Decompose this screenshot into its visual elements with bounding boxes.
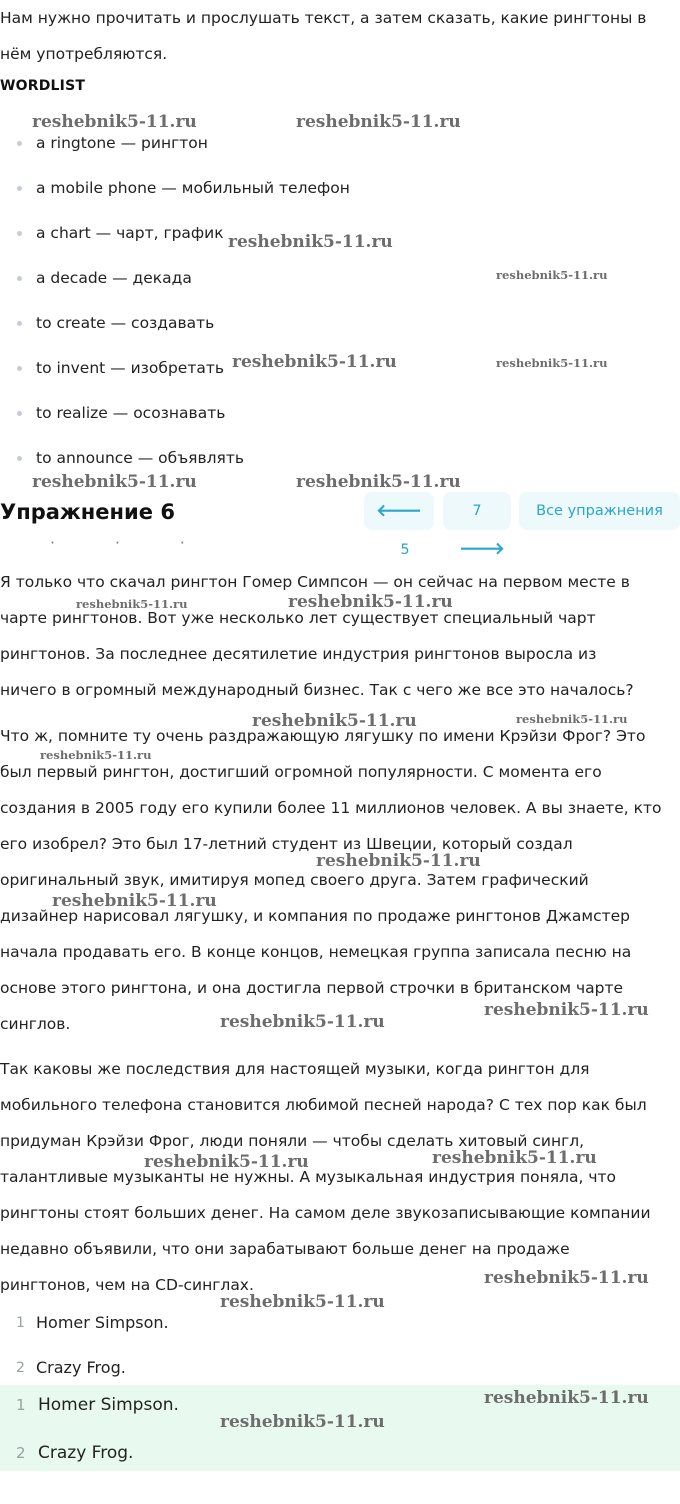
watermark: reshebnik5-11.ru bbox=[316, 851, 481, 871]
watermark: reshebnik5-11.ru bbox=[52, 891, 217, 911]
watermark: reshebnik5-11.ru bbox=[220, 1292, 385, 1312]
arrow-right-icon: 🡒 bbox=[459, 539, 505, 559]
text-line: рингтонов. За последнее десятилетие индустрия рингтонов выросла из bbox=[0, 645, 597, 663]
text-line: оригинальный звук, имитируя мопед своего друга. Затем графический bbox=[0, 871, 589, 889]
watermark: reshebnik5-11.ru bbox=[40, 748, 152, 762]
text-line: придуман Крэйзи Фрог, люди поняли — чтобы сделать хитовый сингл, bbox=[0, 1132, 585, 1150]
watermark: reshebnik5-11.ru bbox=[484, 1000, 649, 1020]
text-line: его изобрел? Это был 17-летний студент из Швеции, который создал bbox=[0, 835, 573, 853]
bullet-icon bbox=[17, 276, 22, 281]
bullet-icon bbox=[17, 456, 22, 461]
bullet-icon bbox=[17, 231, 22, 236]
next-exercise-button[interactable] bbox=[443, 492, 511, 559]
all-exercises-button[interactable]: Все упражнения bbox=[519, 492, 680, 530]
text-line: дизайнер нарисовал лягушку, и компания по продаже рингтонов Джамстер bbox=[0, 907, 631, 925]
watermark: reshebnik5-11.ru bbox=[76, 597, 188, 611]
watermark: reshebnik5-11.ru bbox=[252, 711, 417, 731]
bullet-icon bbox=[17, 366, 22, 371]
intro-line-2: нём употребляются. bbox=[0, 45, 168, 63]
watermark: reshebnik5-11.ru bbox=[144, 1152, 309, 1172]
watermark: reshebnik5-11.ru bbox=[496, 268, 608, 282]
text-line: синглов. bbox=[0, 1015, 71, 1033]
bullet-icon bbox=[17, 321, 22, 326]
watermark: reshebnik5-11.ru bbox=[220, 1412, 385, 1432]
text-line: рингтонов, чем на CD-синглах. bbox=[0, 1276, 254, 1294]
bullet-icon bbox=[17, 186, 22, 191]
watermark: reshebnik5-11.ru bbox=[496, 356, 608, 370]
watermark: reshebnik5-11.ru bbox=[228, 232, 393, 252]
bullet-icon bbox=[17, 141, 22, 146]
text-line: рингтоны стоят больших денег. На самом деле звукозаписывающие компании bbox=[0, 1204, 651, 1222]
text-line: ничего в огромный международный бизнес. Так с чего же все это началось? bbox=[0, 681, 634, 699]
text-line: основе этого рингтона, и она достигла первой строчки в британском чарте bbox=[0, 979, 624, 997]
text-line: Я только что скачал рингтон Гомер Симпсон — он сейчас на первом месте в bbox=[0, 573, 630, 591]
watermark: reshebnik5-11.ru bbox=[32, 472, 197, 492]
answer-text: Homer Simpson. bbox=[38, 1395, 179, 1415]
prev-exercise-label: 5 bbox=[400, 542, 410, 558]
text-line: мобильного телефона становится любимой песней народа? С тех пор как был bbox=[0, 1096, 647, 1114]
text-line: недавно объявили, что они зарабатывают больше денег на продаже bbox=[0, 1240, 570, 1258]
text-line: Что ж, помните ту очень раздражающую лягушку по имени Крэйзи Фрог? Это bbox=[0, 727, 646, 745]
text-line: был первый рингтон, достигший огромной популярности. С момента его bbox=[0, 763, 602, 781]
watermark: reshebnik5-11.ru bbox=[516, 712, 628, 726]
answer-number: 1 bbox=[16, 1396, 26, 1414]
exercise-title: Упражнение 6 bbox=[0, 500, 175, 524]
text-line: создания в 2005 году его купили более 11 миллионов человек. А вы знаете, кто bbox=[0, 799, 662, 817]
answer-number: 1 bbox=[16, 1315, 25, 1331]
prev-exercise-button[interactable] bbox=[364, 492, 434, 558]
watermark: reshebnik5-11.ru bbox=[296, 112, 461, 132]
text-line: чарте рингтонов. Вот уже несколько лет существует специальный чарт bbox=[0, 609, 596, 627]
answer-text: Crazy Frog. bbox=[38, 1443, 134, 1463]
text-line: талантливые музыканты не нужны. А музыкальная индустрия поняла, что bbox=[0, 1168, 617, 1186]
answer-number: 2 bbox=[16, 1360, 25, 1376]
answer-text: Crazy Frog. bbox=[36, 1358, 126, 1377]
watermark: reshebnik5-11.ru bbox=[32, 112, 197, 132]
watermark: reshebnik5-11.ru bbox=[484, 1268, 649, 1288]
watermark: reshebnik5-11.ru bbox=[232, 352, 397, 372]
next-exercise-label: 7 bbox=[472, 503, 482, 519]
text-line: Так каковы же последствия для настоящей музыки, когда рингтон для bbox=[0, 1060, 590, 1078]
watermark: reshebnik5-11.ru bbox=[288, 592, 453, 612]
wordlist-title: WORDLIST bbox=[0, 78, 86, 94]
watermark: reshebnik5-11.ru bbox=[432, 1148, 597, 1168]
intro-line-1: Нам нужно прочитать и прослушать текст, а затем сказать, какие рингтоны в bbox=[0, 9, 647, 27]
bullet-icon bbox=[17, 411, 22, 416]
watermark: reshebnik5-11.ru bbox=[220, 1012, 385, 1032]
watermark: reshebnik5-11.ru bbox=[484, 1388, 649, 1408]
clipped-text-line: · · · bbox=[50, 540, 185, 550]
text-line: начала продавать его. В конце концов, немецкая группа записала песню на bbox=[0, 943, 632, 961]
answer-number: 2 bbox=[16, 1444, 26, 1462]
arrow-left-icon: 🡐 bbox=[376, 501, 422, 521]
answer-text: Homer Simpson. bbox=[36, 1313, 169, 1332]
watermark: reshebnik5-11.ru bbox=[296, 472, 461, 492]
